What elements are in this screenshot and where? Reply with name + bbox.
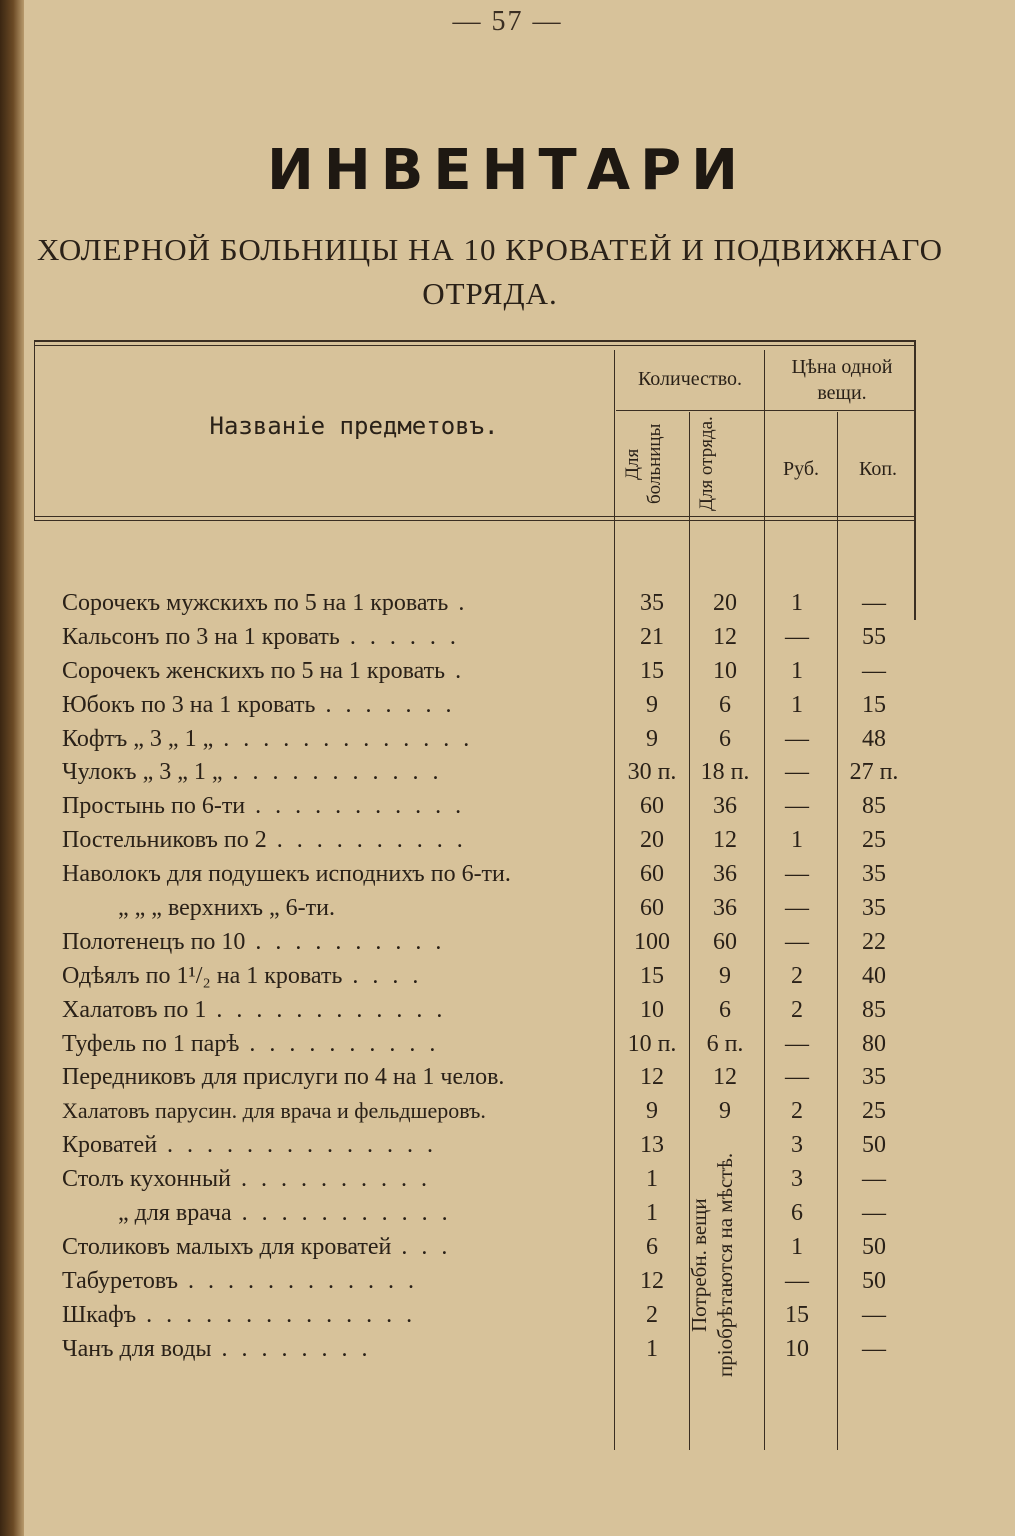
book-spine-edge — [0, 0, 24, 1536]
column-header-for-detachment: Для отряда. — [696, 416, 717, 512]
price-rub: — — [785, 1267, 809, 1294]
hospital-quantity: 13 — [640, 1132, 664, 1159]
page-number: — 57 — — [452, 6, 563, 37]
table-row: Сорочекъ женскихъ по 5 на 1 кровать . 15 10 1 — — [34, 656, 916, 690]
table-row: Сорочекъ мужскихъ по 5 на 1 кровать . 35 20 1 — — [34, 588, 916, 622]
hospital-quantity: 60 — [640, 895, 664, 922]
detachment-quantity: 12 — [713, 1064, 737, 1091]
price-kop: 48 — [862, 725, 886, 752]
price-kop: 35 — [862, 861, 886, 888]
page-subtitle: ХОЛЕРНОЙ БОЛЬНИЦЫ НА 10 КРОВАТЕЙ И ПОДВИЖНАГО ОТРЯДА. — [37, 232, 943, 311]
price-kop: — — [862, 1335, 886, 1362]
item-name: Столиковъ малыхъ для кроватей — [62, 1233, 392, 1260]
hospital-quantity: 15 — [640, 962, 664, 989]
table-row: Шкафъ . . . . . . . . . . . . . . 2 15 — — [34, 1300, 916, 1334]
column-header-quantity: Количество. — [637, 368, 743, 390]
price-rub: 2 — [791, 1098, 803, 1125]
item-name: Кофтъ „ 3 „ 1 „ — [62, 725, 214, 752]
price-kop: 85 — [862, 793, 886, 820]
table-row: Кроватей . . . . . . . . . . . . . . 13 3 50 — [34, 1130, 916, 1164]
detachment-quantity: 9 — [719, 962, 731, 989]
hospital-quantity: 9 — [646, 725, 658, 752]
price-rub: 2 — [791, 996, 803, 1023]
item-name: Чулокъ „ 3 „ 1 „ — [62, 759, 223, 786]
hospital-quantity: 30 п. — [627, 759, 677, 786]
column-header-kop: Коп. — [858, 458, 898, 480]
hospital-quantity: 20 — [640, 827, 664, 854]
detachment-quantity: 36 — [713, 895, 737, 922]
table-row: Постельниковъ по 2 . . . . . . . . . . 20 12 1 25 — [34, 825, 916, 859]
price-rub: 1 — [791, 657, 803, 684]
hospital-quantity: 12 — [640, 1064, 664, 1091]
page-title: ИНВЕНТАРИ — [267, 138, 748, 203]
item-name: Чанъ для воды — [62, 1335, 212, 1362]
hospital-quantity: 1 — [646, 1200, 658, 1227]
price-rub: — — [785, 623, 809, 650]
price-kop: 25 — [862, 827, 886, 854]
table-top-rule — [34, 340, 916, 342]
price-kop: 25 — [862, 1098, 886, 1125]
quantity-header-rule — [616, 410, 766, 411]
item-name: Постельниковъ по 2 — [62, 827, 267, 854]
price-kop: — — [862, 1301, 886, 1328]
detachment-quantity: 6 — [719, 691, 731, 718]
price-kop: — — [862, 1200, 886, 1227]
table-row: Чанъ для воды . . . . . . . . 1 10 — — [34, 1334, 916, 1368]
hospital-quantity: 1 — [646, 1335, 658, 1362]
column-header-name: Названіе предметовъ. — [209, 412, 499, 440]
price-rub: 3 — [791, 1166, 803, 1193]
detachment-quantity: 9 — [719, 1098, 731, 1125]
price-kop: 50 — [862, 1267, 886, 1294]
price-rub: — — [785, 895, 809, 922]
price-rub: 1 — [791, 691, 803, 718]
detachment-quantity: 18 п. — [700, 759, 750, 786]
detachment-quantity: 20 — [713, 590, 737, 616]
table-row: Табуретовъ . . . . . . . . . . . . 12 — 50 — [34, 1266, 916, 1300]
hospital-quantity: 2 — [646, 1301, 658, 1328]
hospital-quantity: 15 — [640, 657, 664, 684]
item-name: Простынь по 6-ти — [62, 793, 246, 820]
item-name: Передниковъ для прислуги по 4 на 1 челов. — [62, 1064, 505, 1091]
table-row: Халатовъ по 1 . . . . . . . . . . . . 10 6 2 85 — [34, 995, 916, 1029]
price-rub: 15 — [785, 1301, 809, 1328]
price-rub: — — [785, 928, 809, 955]
column-header-rub: Руб. — [782, 458, 820, 480]
item-name: Кроватей — [62, 1132, 158, 1159]
hospital-quantity: 9 — [646, 691, 658, 718]
item-name: Туфель по 1 парѣ — [62, 1030, 240, 1057]
item-name: Кальсонъ по 3 на 1 кровать — [62, 623, 340, 650]
price-rub: 1 — [791, 827, 803, 854]
price-rub: — — [785, 1064, 809, 1091]
hospital-quantity: 1 — [646, 1166, 658, 1193]
price-kop: 85 — [862, 996, 886, 1023]
detachment-acquisition-note: Потребн. вещи пріобрѣтаются на мѣстѣ. — [687, 1152, 737, 1378]
item-name: Шкафъ — [62, 1301, 137, 1328]
table-row — [34, 1096, 916, 1130]
detachment-quantity: 6 — [719, 996, 731, 1023]
price-kop: 35 — [862, 895, 886, 922]
price-rub: — — [785, 861, 809, 888]
hospital-quantity: 10 п. — [627, 1030, 677, 1057]
detachment-quantity: 36 — [713, 861, 737, 888]
table-row — [34, 1062, 916, 1096]
item-name: Сорочекъ женскихъ по 5 на 1 кровать — [62, 657, 446, 684]
hospital-quantity: 60 — [640, 861, 664, 888]
header-bottom-rule-thin — [34, 520, 916, 521]
price-kop: 40 — [862, 962, 886, 989]
column-header-for-hospital: Для больницы — [622, 423, 665, 505]
item-name: Юбокъ по 3 на 1 кровать — [62, 691, 316, 718]
table-row: Юбокъ по 3 на 1 кровать . . . . . . . 9 6 1 15 — [34, 690, 916, 724]
item-name: „ „ „ верхнихъ „ 6-ти. — [118, 895, 335, 922]
table-row: Одѣялъ по 1¹/₂ на 1 кровать . . . . 15 9 2 40 — [34, 961, 916, 995]
detachment-quantity: 6 п. — [706, 1030, 744, 1057]
table-body — [34, 588, 916, 1367]
column-header-price: Цѣна одной вещи. — [791, 356, 893, 404]
table-row — [34, 893, 916, 927]
hospital-quantity: 100 — [634, 928, 670, 955]
hospital-quantity: 60 — [640, 793, 664, 820]
table-row: Кофтъ „ 3 „ 1 „ . . . . . . . . . . . . . 9 6 — 48 — [34, 724, 916, 758]
table-row: Туфель по 1 парѣ . . . . . . . . . . 10 п. 6 п. — 80 — [34, 1029, 916, 1063]
detachment-quantity: 6 — [719, 725, 731, 752]
hospital-quantity: 12 — [640, 1267, 664, 1294]
item-name: Наволокъ для подушекъ исподнихъ по 6-ти. — [62, 861, 511, 888]
price-kop: — — [862, 657, 886, 684]
price-kop: 80 — [862, 1030, 886, 1057]
price-rub: 6 — [791, 1200, 803, 1227]
price-rub: — — [785, 793, 809, 820]
detachment-quantity: 10 — [713, 657, 737, 684]
price-kop: 27 п. — [849, 759, 899, 786]
price-kop: 15 — [862, 691, 886, 718]
item-name: Халатовъ парусин. для врача и фельдшеровъ. — [62, 1098, 486, 1124]
table-row: Простынь по 6-ти . . . . . . . . . . . 60 36 — 85 — [34, 791, 916, 825]
item-name: Одѣялъ по 1¹/₂ на 1 кровать — [62, 962, 343, 989]
table-row: Чулокъ „ 3 „ 1 „ . . . . . . . . . . . 30 п. 18 п. — 27 п. — [34, 757, 916, 791]
price-rub: 1 — [791, 590, 803, 616]
hospital-quantity: 21 — [640, 623, 664, 650]
price-rub: 1 — [791, 1233, 803, 1260]
item-name: „ для врача — [118, 1200, 232, 1227]
hospital-quantity: 6 — [646, 1233, 658, 1260]
header-bottom-rule — [34, 516, 916, 517]
price-kop: 50 — [862, 1233, 886, 1260]
table-row — [34, 859, 916, 893]
price-header-rule — [766, 410, 916, 411]
price-kop: — — [862, 590, 886, 616]
price-kop: 50 — [862, 1132, 886, 1159]
table-left-border — [34, 340, 35, 520]
detachment-quantity: 60 — [713, 928, 737, 955]
detachment-quantity: 12 — [713, 623, 737, 650]
item-name: Сорочекъ мужскихъ по 5 на 1 кровать — [62, 590, 449, 616]
item-name: Табуретовъ — [62, 1267, 178, 1294]
item-name: Полотенецъ по 10 — [62, 928, 246, 955]
inventory-table — [34, 340, 916, 1450]
price-rub: 3 — [791, 1132, 803, 1159]
detachment-quantity: 12 — [713, 827, 737, 854]
price-kop: 55 — [862, 623, 886, 650]
table-row: Кальсонъ по 3 на 1 кровать . . . . . . 21 12 — 55 — [34, 622, 916, 656]
price-rub: 10 — [785, 1335, 809, 1362]
price-kop: — — [862, 1166, 886, 1193]
hospital-quantity: 35 — [640, 590, 664, 616]
table-row: Полотенецъ по 10 . . . . . . . . . . 100 60 — 22 — [34, 927, 916, 961]
item-name: Халатовъ по 1 — [62, 996, 207, 1023]
table-top-rule-thin — [34, 345, 916, 346]
price-rub: 2 — [791, 962, 803, 989]
detachment-quantity: 36 — [713, 793, 737, 820]
price-rub: — — [785, 759, 809, 786]
price-kop: 22 — [862, 928, 886, 955]
table-row: „ для врача . . . . . . . . . . . 1 6 — — [34, 1198, 916, 1232]
item-name: Столъ кухонный — [62, 1166, 231, 1193]
price-rub: — — [785, 1030, 809, 1057]
table-row: Столиковъ малыхъ для кроватей . . . 6 1 50 — [34, 1232, 916, 1266]
price-rub: — — [785, 725, 809, 752]
hospital-quantity: 9 — [646, 1098, 658, 1125]
price-kop: 35 — [862, 1064, 886, 1091]
hospital-quantity: 10 — [640, 996, 664, 1023]
table-row: Столъ кухонный . . . . . . . . . . 1 3 — — [34, 1164, 916, 1198]
